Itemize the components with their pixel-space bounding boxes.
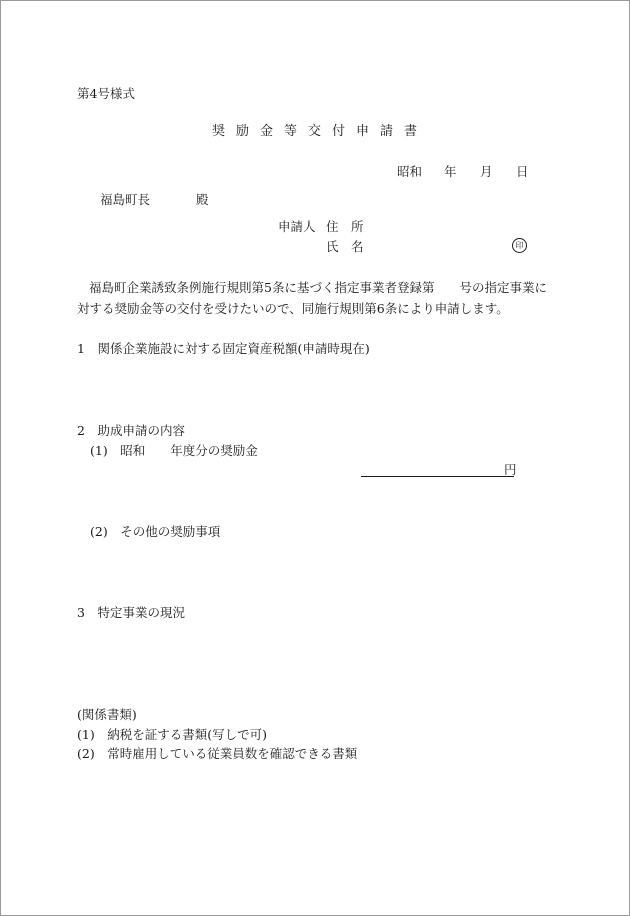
application-body: 福島町企業誘致条例施行規則第5条に基づく指定事業者登録第 号の指定事業に対する奨励金等の交付を受けたいので、同施行規則第6条により申請します。 [77, 280, 547, 316]
date-year: 年 [444, 164, 457, 179]
document-title: 奨励金等交付申請書 [212, 124, 429, 139]
date-era: 昭和 [397, 164, 423, 179]
attachment-item-1: (1) 納税を証する書類(写しで可) [77, 727, 267, 742]
amount-line [361, 476, 514, 477]
section-2-item-1: (1) 昭和 年度分の奨励金 [90, 443, 258, 458]
attachments-heading: (関係書類) [77, 707, 137, 722]
address-label: 住 所 [326, 219, 364, 234]
date-month: 月 [480, 164, 493, 179]
section-1-heading: 1 関係企業施設に対する固定資産税額(申請時現在) [77, 341, 370, 356]
addressee-honorific: 殿 [196, 192, 209, 207]
currency-unit: 円 [504, 462, 517, 477]
section-2-item-2: (2) その他の奨励事項 [90, 524, 221, 539]
form-number: 第4号様式 [77, 86, 135, 101]
section-3-heading: 3 特定事業の現況 [77, 605, 185, 620]
date-day: 日 [516, 164, 529, 179]
seal-mark: 印 [512, 238, 527, 253]
attachment-item-2: (2) 常時雇用している従業員数を確認できる書類 [77, 746, 358, 761]
section-2-heading: 2 助成申請の内容 [77, 423, 185, 438]
addressee-name: 福島町長 [100, 192, 151, 207]
applicant-label: 申請人 [278, 219, 316, 234]
name-label: 氏 名 [326, 239, 364, 254]
